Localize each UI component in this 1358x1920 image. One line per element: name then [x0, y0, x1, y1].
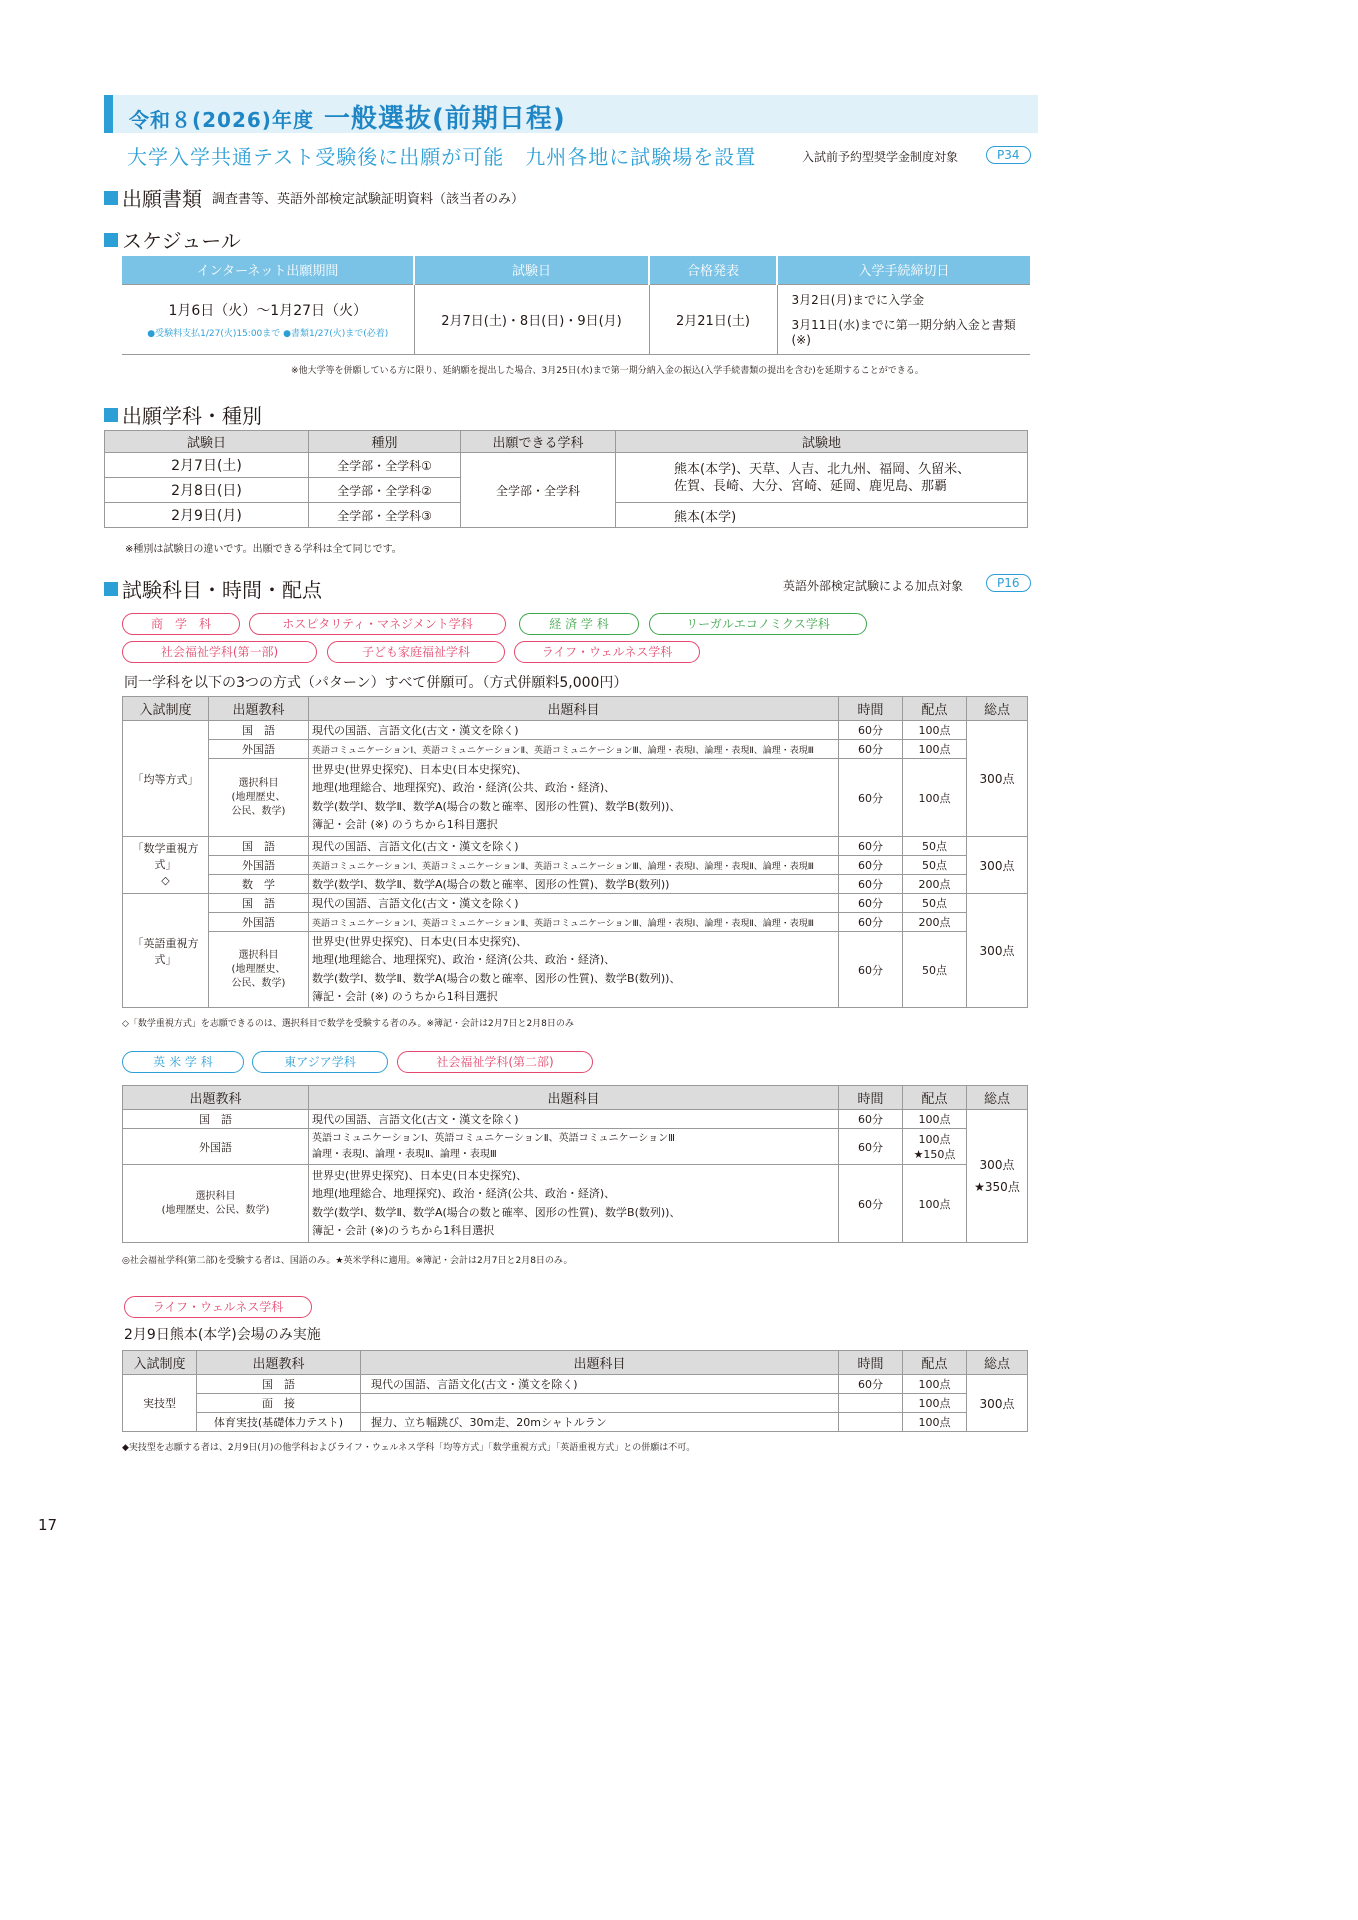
- score-cell: 50点: [903, 837, 967, 856]
- subject-cell: 国 語: [209, 721, 309, 740]
- subject-cell: 外国語: [209, 740, 309, 759]
- dept-pill: 東アジア学科: [252, 1051, 388, 1073]
- score-cell: 100点: [903, 1394, 967, 1413]
- dept-venue: 熊本(本学): [616, 503, 1028, 528]
- content-cell: 現代の国語、言語文化(古文・漢文を除く): [309, 894, 839, 913]
- dept-pill: ライフ・ウェルネス学科: [124, 1296, 312, 1318]
- dept-pill: 商 学 科: [122, 613, 240, 635]
- content-cell: 英語コミュニケーションⅠ、英語コミュニケーションⅡ、英語コミュニケーションⅢ、論理・表現Ⅰ、論理・表現Ⅱ、論理・表現Ⅲ: [309, 913, 839, 932]
- time-cell: [839, 1394, 903, 1413]
- subject-cell: 国 語: [209, 837, 309, 856]
- score-cell: 100点: [903, 1110, 967, 1129]
- schedule-header: 試験日: [414, 256, 649, 284]
- content-cell: 世界史(世界史探究)、日本史(日本史探究)、 地理(地理総合、地理探究)、政治・経済(公共、政治・経済)、 数学(数学Ⅰ、数学Ⅱ、数学A(場合の数と確率、図形の性質)、数学B(数列))、 簿記・会計 (※)のうちから1科目選択: [309, 1165, 839, 1243]
- wellness-table: [122, 1350, 1028, 1432]
- departments-table: [104, 430, 1028, 528]
- dept-header: 試験地: [616, 431, 1028, 453]
- subject-cell: 外国語: [123, 1129, 309, 1165]
- score-cell: 100点: [903, 1413, 967, 1432]
- score-cell: 100点 ★150点: [903, 1129, 967, 1165]
- english-exam-table: [122, 1085, 1028, 1243]
- title-bar: [104, 95, 1038, 133]
- exam-header: 総点: [967, 697, 1028, 721]
- bonus-page-badge: P16: [986, 574, 1031, 592]
- content-cell: 現代の国語、言語文化(古文・漢文を除く): [361, 1375, 839, 1394]
- dept-pill: 英 米 学 科: [122, 1051, 244, 1073]
- dept-pill: ライフ・ウェルネス学科: [514, 641, 700, 663]
- bonus-note: 英語外部検定試験による加点対象: [783, 579, 964, 593]
- schedule-header: インターネット出願期間: [122, 256, 414, 284]
- dept-pill: 社会福祉学科(第一部): [122, 641, 317, 663]
- dept-date: 2月8日(日): [105, 478, 309, 503]
- total-cell: 300点: [967, 837, 1028, 894]
- score-cell: 200点: [903, 913, 967, 932]
- method-cell: 実技型: [123, 1375, 197, 1432]
- dept-type: 全学部・全学科③: [309, 503, 461, 528]
- exam-intro: 同一学科を以下の3つの方式（パターン）すべて併願可。（方式併願料5,000円）: [124, 675, 628, 691]
- method-cell: 「均等方式」: [123, 721, 209, 837]
- departments-heading: 出願学科・種別: [104, 400, 262, 429]
- dept-date: 2月7日(土): [105, 453, 309, 478]
- subject-cell: 外国語: [209, 913, 309, 932]
- square-bullet-icon: [104, 582, 118, 596]
- schedule-header: 合格発表: [649, 256, 777, 284]
- exam-header: 出題教科: [123, 1086, 309, 1110]
- schedule-heading: スケジュール: [104, 225, 241, 254]
- total-cell: 300点 ★350点: [967, 1110, 1028, 1243]
- exam-header: 出題科目: [309, 697, 839, 721]
- exam-date: 2月7日(土)・8日(日)・9日(月): [414, 284, 649, 354]
- subject-cell: 外国語: [209, 856, 309, 875]
- exam-header: 配点: [903, 697, 967, 721]
- enrollment-deadline: 3月2日(月)までに入学金 3月11日(水)までに第一期分納入金と書類(※): [777, 284, 1030, 354]
- exam-header: 時間: [839, 1351, 903, 1375]
- score-cell: 100点: [903, 1165, 967, 1243]
- exam-heading: 試験科目・時間・配点: [104, 574, 322, 603]
- documents-heading: 出願書類 調査書等、英語外部検定試験証明資料（該当者のみ）: [104, 183, 524, 212]
- documents-text: 調査書等、英語外部検定試験証明資料（該当者のみ）: [212, 192, 525, 207]
- content-cell: 英語コミュニケーションⅠ、英語コミュニケーションⅡ、英語コミュニケーションⅢ、論理・表現Ⅰ、論理・表現Ⅱ、論理・表現Ⅲ: [309, 856, 839, 875]
- scholarship-page-badge: P34: [986, 146, 1031, 164]
- schedule-header: 入学手続締切日: [777, 256, 1030, 284]
- time-cell: [839, 1413, 903, 1432]
- page-number: 17: [38, 1516, 58, 1534]
- score-cell: 100点: [903, 759, 967, 837]
- exam-header: 出題科目: [361, 1351, 839, 1375]
- exam-table: [122, 696, 1028, 1008]
- method-cell: 「英語重視方式」: [123, 894, 209, 1008]
- subject-cell: 選択科目 (地理歴史、 公民、数学): [209, 932, 309, 1008]
- time-cell: 60分: [839, 856, 903, 875]
- exam-header: 出題科目: [309, 1086, 839, 1110]
- time-cell: 60分: [839, 1110, 903, 1129]
- time-cell: 60分: [839, 1129, 903, 1165]
- exam-header: 配点: [903, 1086, 967, 1110]
- page-title: 令和８(2026)年度 一般選抜(前期日程): [129, 104, 566, 134]
- content-cell: 英語コミュニケーションⅠ、英語コミュニケーションⅡ、英語コミュニケーションⅢ、論理・表現Ⅰ、論理・表現Ⅱ、論理・表現Ⅲ: [309, 740, 839, 759]
- subject-cell: 数 学: [209, 875, 309, 894]
- square-bullet-icon: [104, 408, 118, 422]
- score-cell: 50点: [903, 932, 967, 1008]
- wellness-footnote: ◆実技型を志願する者は、2月9日(月)の他学科およびライフ・ウェルネス学科「均等方式」「数学重視方式」「英語重視方式」との併願は不可。: [122, 1443, 696, 1453]
- page-subtitle: 大学入学共通テスト受験後に出願が可能 九州各地に試験場を設置: [127, 145, 757, 169]
- dept-pill: リーガルエコノミクス学科: [649, 613, 867, 635]
- time-cell: 60分: [839, 740, 903, 759]
- score-cell: 100点: [903, 721, 967, 740]
- score-cell: 200点: [903, 875, 967, 894]
- content-cell: 数学(数学Ⅰ、数学Ⅱ、数学A(場合の数と確率、図形の性質)、数学B(数列)): [309, 875, 839, 894]
- exam-header: 入試制度: [123, 1351, 197, 1375]
- exam-header: 出題教科: [197, 1351, 361, 1375]
- dept-eligible: 全学部・全学科: [461, 453, 616, 528]
- exam-header: 時間: [839, 1086, 903, 1110]
- scholarship-note: 入試前予約型奨学金制度対象: [802, 150, 959, 164]
- dept-date: 2月9日(月): [105, 503, 309, 528]
- dept-pill: 社会福祉学科(第二部): [397, 1051, 593, 1073]
- score-cell: 100点: [903, 1375, 967, 1394]
- content-cell: 現代の国語、言語文化(古文・漢文を除く): [309, 837, 839, 856]
- total-cell: 300点: [967, 721, 1028, 837]
- application-period: 1月6日（火）～1月27日（火） ●受験料支払1/27(火)15:00まで ●書類1/27(火)まで(必着): [122, 284, 414, 354]
- square-bullet-icon: [104, 191, 118, 205]
- score-cell: 100点: [903, 740, 967, 759]
- dept-header: 種別: [309, 431, 461, 453]
- subject-cell: 国 語: [209, 894, 309, 913]
- english-footnote: ◎社会福祉学科(第二部)を受験する者は、国語のみ。★英米学科に適用。※簿記・会計は2月7日と2月8日のみ。: [122, 1256, 573, 1266]
- dept-pill: 子ども家庭福祉学科: [327, 641, 505, 663]
- subject-cell: 体育実技(基礎体力テスト): [197, 1413, 361, 1432]
- dept-type: 全学部・全学科①: [309, 453, 461, 478]
- content-cell: 現代の国語、言語文化(古文・漢文を除く): [309, 1110, 839, 1129]
- dept-type: 全学部・全学科②: [309, 478, 461, 503]
- result-date: 2月21日(土): [649, 284, 777, 354]
- time-cell: 60分: [839, 721, 903, 740]
- dept-footnote: ※種別は試験日の違いです。出願できる学科は全て同じです。: [125, 544, 402, 555]
- exam-header: 出題教科: [209, 697, 309, 721]
- wellness-venue-note: 2月9日熊本(本学)会場のみ実施: [124, 1327, 321, 1343]
- content-cell: 世界史(世界史探究)、日本史(日本史探究)、 地理(地理総合、地理探究)、政治・経済(公共、政治・経済)、 数学(数学Ⅰ、数学Ⅱ、数学A(場合の数と確率、図形の性質)、数学B(数列))、 簿記・会計 (※) のうちから1科目選択: [309, 932, 839, 1008]
- subject-cell: 選択科目 (地理歴史、 公民、数学): [209, 759, 309, 837]
- time-cell: 60分: [839, 1375, 903, 1394]
- content-cell: [361, 1394, 839, 1413]
- time-cell: 60分: [839, 894, 903, 913]
- exam-header: 配点: [903, 1351, 967, 1375]
- exam-header: 総点: [967, 1351, 1028, 1375]
- method-cell: 「数学重視方式」 ◇: [123, 837, 209, 894]
- dept-header: 出願できる学科: [461, 431, 616, 453]
- content-cell: 世界史(世界史探究)、日本史(日本史探究)、 地理(地理総合、地理探究)、政治・経済(公共、政治・経済)、 数学(数学Ⅰ、数学Ⅱ、数学A(場合の数と確率、図形の性質)、数学B(数列))、 簿記・会計 (※) のうちから1科目選択: [309, 759, 839, 837]
- score-cell: 50点: [903, 894, 967, 913]
- exam-header: 入試制度: [123, 697, 209, 721]
- score-cell: 50点: [903, 856, 967, 875]
- exam-header: 時間: [839, 697, 903, 721]
- schedule-table: [122, 256, 1030, 355]
- exam-footnote: ◇「数学重視方式」を志願できるのは、選択科目で数学を受験する者のみ。※簿記・会計は2月7日と2月8日のみ: [122, 1019, 574, 1029]
- time-cell: 60分: [839, 1165, 903, 1243]
- exam-header: 総点: [967, 1086, 1028, 1110]
- subject-cell: 面 接: [197, 1394, 361, 1413]
- content-cell: 握力、立ち幅跳び、30m走、20mシャトルラン: [361, 1413, 839, 1432]
- time-cell: 60分: [839, 759, 903, 837]
- time-cell: 60分: [839, 932, 903, 1008]
- time-cell: 60分: [839, 913, 903, 932]
- subject-cell: 国 語: [197, 1375, 361, 1394]
- dept-header: 試験日: [105, 431, 309, 453]
- dept-pill: 経 済 学 科: [519, 613, 639, 635]
- total-cell: 300点: [967, 1375, 1028, 1432]
- subject-cell: 国 語: [123, 1110, 309, 1129]
- subject-cell: 選択科目 (地理歴史、公民、数学): [123, 1165, 309, 1243]
- total-cell: 300点: [967, 894, 1028, 1008]
- time-cell: 60分: [839, 837, 903, 856]
- time-cell: 60分: [839, 875, 903, 894]
- square-bullet-icon: [104, 233, 118, 247]
- dept-venue: 熊本(本学)、天草、人吉、北九州、福岡、久留米、 佐賀、長崎、大分、宮崎、延岡、鹿児島、那覇: [616, 453, 1028, 503]
- content-cell: 英語コミュニケーションⅠ、英語コミュニケーションⅡ、英語コミュニケーションⅢ 論理・表現Ⅰ、論理・表現Ⅱ、論理・表現Ⅲ: [309, 1129, 839, 1165]
- content-cell: 現代の国語、言語文化(古文・漢文を除く): [309, 721, 839, 740]
- schedule-footnote: ※他大学等を併願している方に限り、延納願を提出した場合、3月25日(水)まで第一期分納入金の振込(入学手続書類の提出を含む)を延期することができる。: [291, 366, 924, 376]
- dept-pill: ホスピタリティ・マネジメント学科: [249, 613, 506, 635]
